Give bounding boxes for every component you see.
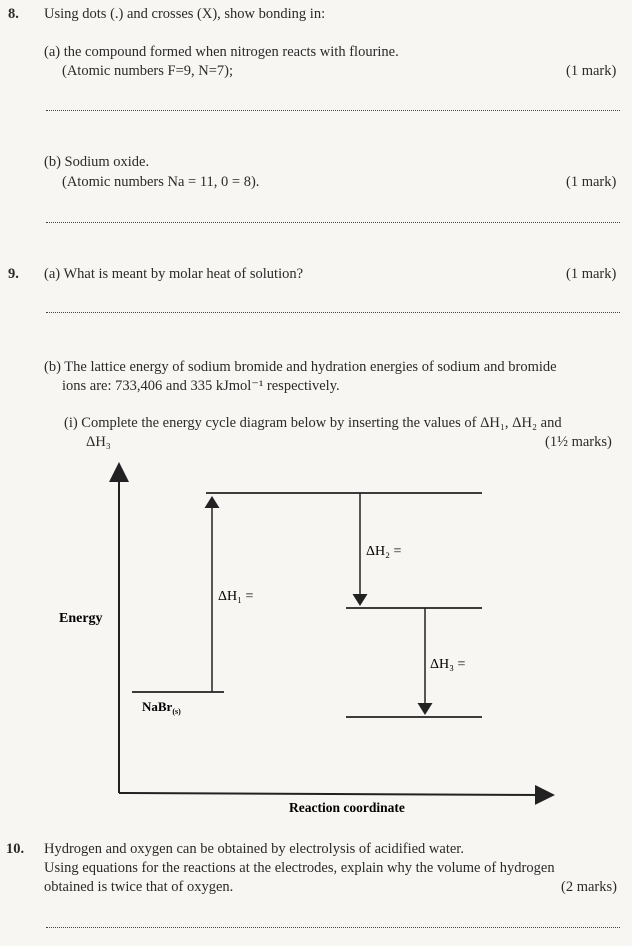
question-8a-mark: (1 mark) bbox=[566, 63, 617, 79]
question-9bi-text-line1: (i) Complete the energy cycle diagram below by inserting the values of ΔH₁, ΔH₂ and bbox=[64, 415, 562, 431]
question-8a-atomic-numbers: (Atomic numbers F=9, N=7); bbox=[62, 63, 234, 79]
question-10-text-line3: obtained is twice that of oxygen. bbox=[44, 879, 234, 895]
dh2-label: ΔH₂ = bbox=[366, 544, 402, 559]
answer-line-10[interactable] bbox=[46, 927, 620, 928]
question-10-text-line2: Using equations for the reactions at the electrodes, explain why the volume of hydrogen bbox=[44, 860, 555, 876]
reaction-coordinate-label: Reaction coordinate bbox=[289, 800, 405, 815]
energy-axis-label: Energy bbox=[59, 611, 103, 626]
question-8b-text: (b) Sodium oxide. bbox=[44, 154, 150, 170]
question-9bi-mark: (1½ marks) bbox=[545, 434, 612, 450]
question-8a-text: (a) the compound formed when nitrogen reacts with flourine. bbox=[44, 44, 399, 60]
question-9b-text-line2: ions are: 733,406 and 335 kJmol⁻¹ respectively. bbox=[62, 378, 340, 394]
question-10-text-line1: Hydrogen and oxygen can be obtained by electrolysis of acidified water. bbox=[44, 841, 464, 857]
question-9a-text: (a) What is meant by molar heat of solution? bbox=[44, 266, 304, 282]
question-8b-atomic-numbers: (Atomic numbers Na = 11, 0 = 8). bbox=[62, 174, 260, 190]
nabr-label: NaBr$_{(s)}$ bbox=[142, 699, 181, 716]
question-9b-text-line1: (b) The lattice energy of sodium bromide and hydration energies of sodium and bromide bbox=[44, 359, 557, 375]
reaction-coordinate-axis bbox=[119, 793, 545, 795]
question-8-stem: Using dots (.) and crosses (X), show bonding in: bbox=[44, 6, 326, 22]
question-9a-mark: (1 mark) bbox=[566, 266, 617, 282]
question-10-mark: (2 marks) bbox=[561, 879, 617, 895]
question-10-number: 10. bbox=[6, 841, 25, 857]
question-8-number: 8. bbox=[8, 6, 19, 22]
question-9bi-text-line2: ΔH₃ bbox=[86, 434, 111, 450]
question-9-number: 9. bbox=[8, 266, 19, 282]
dh3-label: ΔH₃ = bbox=[430, 657, 466, 672]
question-8b-mark: (1 mark) bbox=[566, 174, 617, 190]
dh1-label: ΔH₁ = bbox=[218, 589, 254, 604]
